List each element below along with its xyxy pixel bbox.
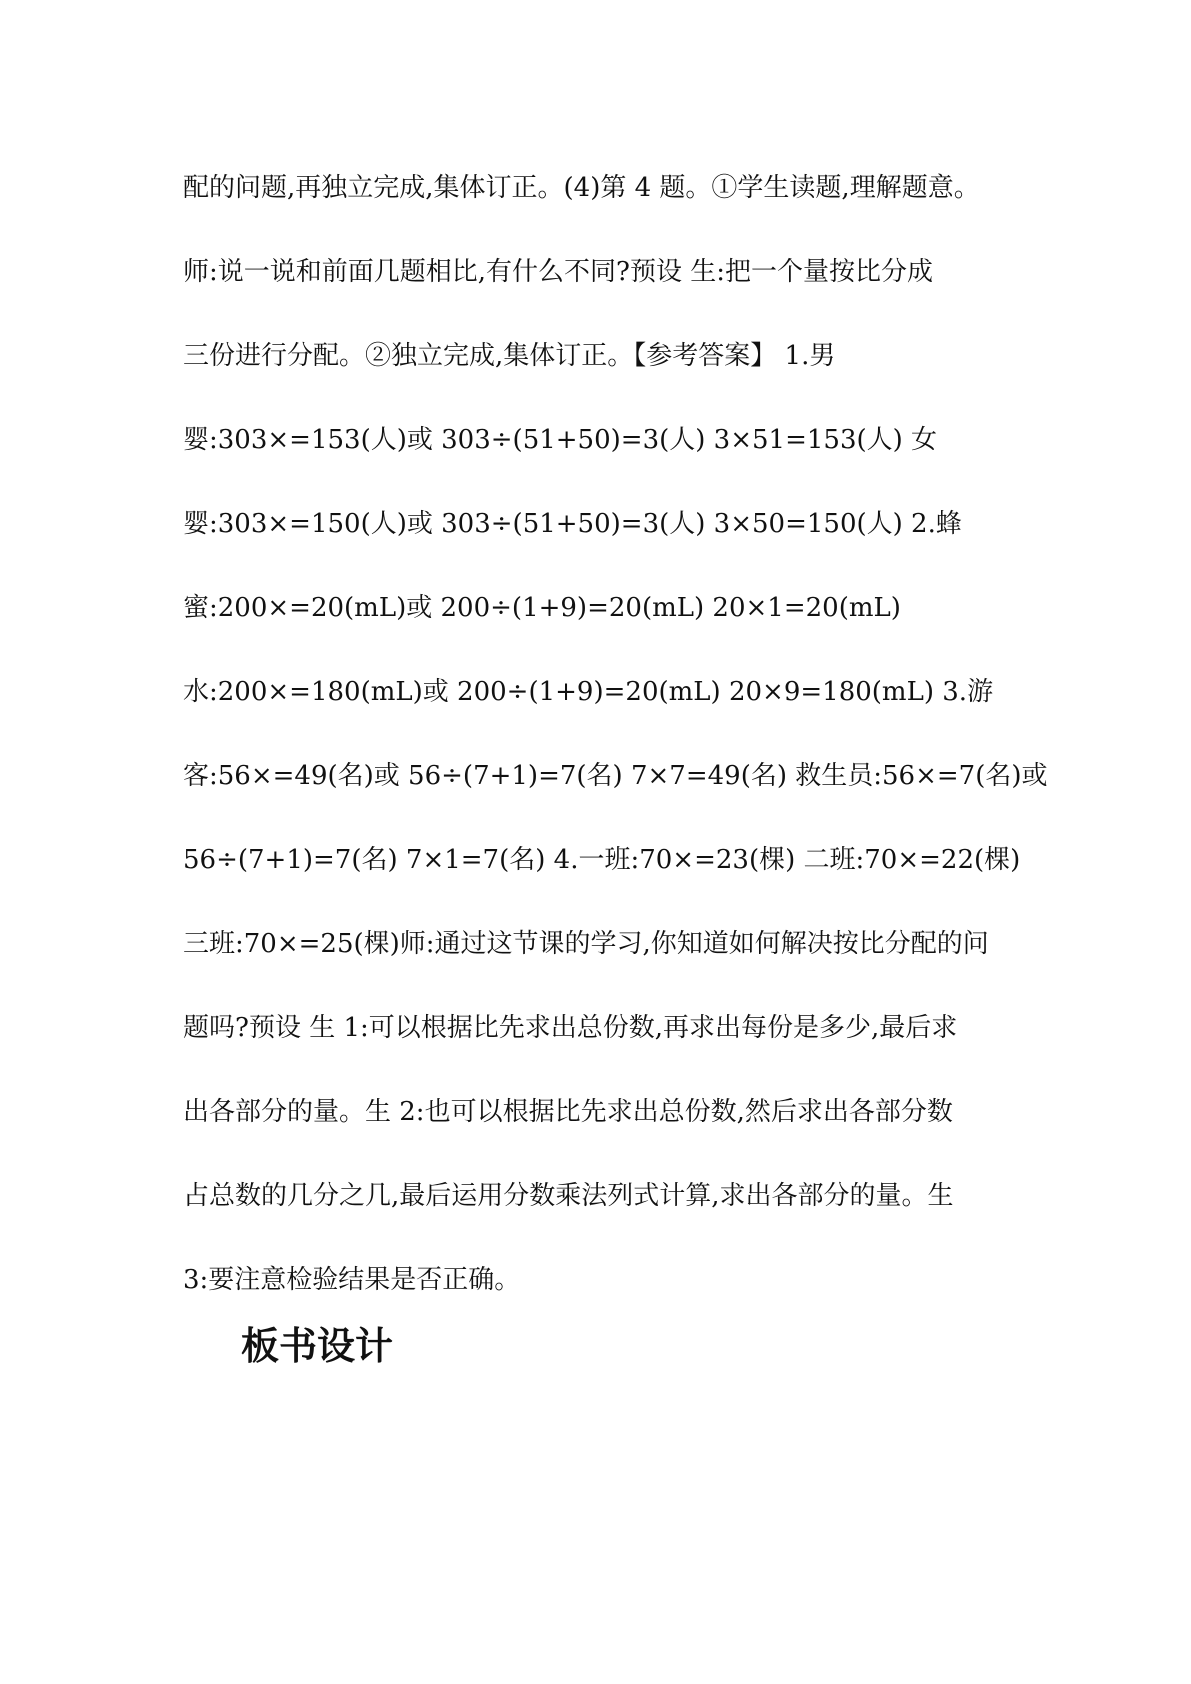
text-line: 题吗?预设 生 1:可以根据比先求出总份数,再求出每份是多少,最后求 [183, 1013, 958, 1043]
text-line: 客:56×=49(名)或 56÷(7+1)=7(名) 7×7=49(名) 救生员:56×=7(名)或 [183, 761, 1048, 791]
text-line: 蜜:200×=20(mL)或 200÷(1+9)=20(mL) 20×1=20(mL) [183, 593, 901, 623]
text-line: 婴:303×=153(人)或 303÷(51+50)=3(人) 3×51=153(人) 女 [183, 425, 938, 455]
text-line: 出各部分的量。生 2:也可以根据比先求出总份数,然后求出各部分数 [183, 1097, 953, 1127]
body-text [183, 160, 1048, 1336]
text-line: 师:说一说和前面几题相比,有什么不同?预设 生:把一个量按比分成 [183, 257, 933, 287]
text-line: 婴:303×=150(人)或 303÷(51+50)=3(人) 3×50=150(人) 2.蜂 [183, 509, 962, 539]
text-line: 56÷(7+1)=7(名) 7×1=7(名) 4.一班:70×=23(棵) 二班:70×=22(棵) [183, 845, 1021, 875]
text-line: 水:200×=180(mL)或 200÷(1+9)=20(mL) 20×9=180(mL) 3.游 [183, 677, 994, 707]
text-line: 三班:70×=25(棵)师:通过这节课的学习,你知道如何解决按比分配的问 [183, 929, 989, 959]
text-line: 三份进行分配。②独立完成,集体订正。【参考答案】 1.男 [183, 341, 836, 371]
text-line: 3:要注意检验结果是否正确。 [183, 1265, 521, 1295]
section-heading: 板书设计 [241, 1324, 394, 1368]
text-line: 占总数的几分之几,最后运用分数乘法列式计算,求出各部分的量。生 [183, 1181, 954, 1211]
text-line: 配的问题,再独立完成,集体订正。(4)第 4 题。①学生读题,理解题意。 [183, 173, 980, 203]
